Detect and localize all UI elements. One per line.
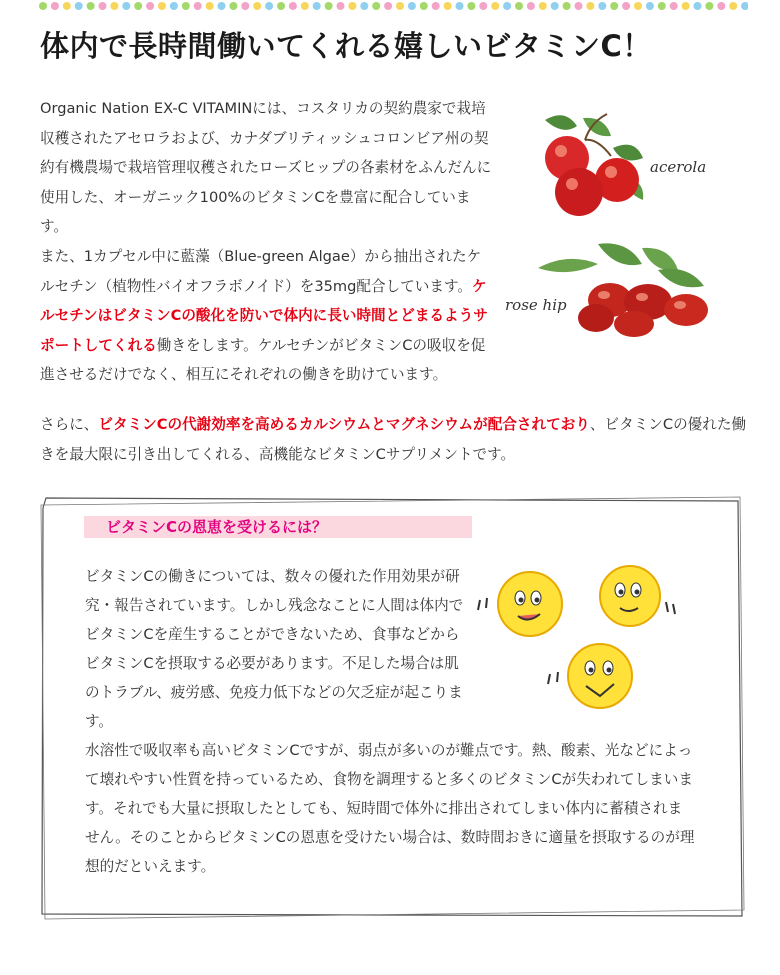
page-title: 体内で長時間働いてくれる嬉しいビタミンC！	[40, 29, 652, 63]
decorative-dot	[51, 2, 59, 10]
decorative-dot	[551, 2, 559, 10]
decorative-dot	[348, 2, 356, 10]
rosehip-illustration	[538, 240, 720, 340]
benefit-paragraph-2	[85, 736, 695, 881]
decorative-dot	[622, 2, 630, 10]
decorative-dot	[75, 2, 83, 10]
acerola-illustration	[525, 108, 655, 220]
decorative-dot	[218, 2, 226, 10]
decorative-dot	[39, 2, 47, 10]
smiley-bottom-icon	[548, 644, 632, 708]
smiley-characters-illustration	[470, 562, 690, 712]
decorative-dot	[313, 2, 321, 10]
intro-p3-tail: 、ビタミンCの優れた働きを最大限に引き出してくれる、高機能なビタミンCサプリメントです。	[40, 416, 747, 463]
decorative-dot	[396, 2, 404, 10]
decorative-dot	[265, 2, 273, 10]
decorative-dot	[122, 2, 130, 10]
decorative-dot	[301, 2, 309, 10]
benefit-paragraph-1	[85, 562, 465, 736]
decorative-dot	[253, 2, 261, 10]
smiley-left-icon	[478, 572, 562, 636]
decorative-dot	[360, 2, 368, 10]
decorative-dot	[575, 2, 583, 10]
intro-paragraph-3	[40, 410, 750, 469]
decorative-dot	[337, 2, 345, 10]
decorative-dot	[194, 2, 202, 10]
decorative-dot	[325, 2, 333, 10]
decorative-dot	[527, 2, 535, 10]
decorative-dot	[444, 2, 452, 10]
decorative-dot	[491, 2, 499, 10]
smiley-right-icon	[600, 566, 675, 626]
decorative-dot	[420, 2, 428, 10]
decorative-dot	[670, 2, 678, 10]
decorative-dot	[206, 2, 214, 10]
decorative-dot	[586, 2, 594, 10]
decorative-dot	[110, 2, 118, 10]
intro-p3-lead: さらに、	[40, 416, 99, 433]
decorative-dot	[372, 2, 380, 10]
mineral-highlight: ビタミンCの代謝効率を高めるカルシウムとマグネシウムが配合されており	[98, 416, 590, 433]
decorative-dot	[277, 2, 285, 10]
decorative-dot	[563, 2, 571, 10]
decorative-dot	[146, 2, 154, 10]
decorative-dot	[705, 2, 713, 10]
decorative-dot	[408, 2, 416, 10]
decorative-dot	[694, 2, 702, 10]
benefit-p2-text: 水溶性で吸収率も高いビタミンCですが、弱点が多いのが難点です。熱、酸素、光などによって壊れやすい性質を持っているため、食物を調理すると多くのビタミンCが失われてしまいます。それでも大量に摂取したとしても、短時間で体外に排出されてしまい体内に蓄積されません。そのことからビタミンCの恩恵を受けたい場合は、数時間おきに適量を摂取するのが理想的だといえます。	[85, 742, 695, 875]
decorative-dot	[87, 2, 95, 10]
decorative-dot	[384, 2, 392, 10]
decorative-dot	[515, 2, 523, 10]
decorative-dot	[158, 2, 166, 10]
decorative-dot-border	[38, 0, 748, 12]
benefit-heading: ビタミンCの恩恵を受けるには？	[84, 516, 472, 538]
decorative-dot	[539, 2, 547, 10]
decorative-dot	[229, 2, 237, 10]
intro-p2-text: また、1カプセル中に藍藻（Blue-green Algae）から抽出されたケルセチン（植物性バイオフラボノイド）を35mg配合しています。	[40, 247, 482, 295]
decorative-dot	[741, 2, 748, 10]
decorative-dot	[432, 2, 440, 10]
decorative-dot	[170, 2, 178, 10]
decorative-dot	[456, 2, 464, 10]
decorative-dot	[598, 2, 606, 10]
decorative-dot	[717, 2, 725, 10]
decorative-dot	[63, 2, 71, 10]
intro-paragraph-2	[40, 242, 495, 390]
acerola-label: acerola	[650, 158, 707, 176]
intro-p2-tail: 働きをします。ケルセチンがビタミンCの吸収を促進させるだけでなく、相互にそれぞれの働きを助けています。	[40, 336, 486, 384]
decorative-dot	[729, 2, 737, 10]
decorative-dot	[682, 2, 690, 10]
decorative-dot	[634, 2, 642, 10]
decorative-dot	[289, 2, 297, 10]
decorative-dot	[658, 2, 666, 10]
decorative-dot	[503, 2, 511, 10]
decorative-dot	[610, 2, 618, 10]
intro-text	[40, 94, 495, 390]
decorative-dot	[467, 2, 475, 10]
decorative-dot	[479, 2, 487, 10]
rosehip-label: rose hip	[505, 296, 567, 314]
decorative-dot	[646, 2, 654, 10]
decorative-dot	[182, 2, 190, 10]
intro-paragraph-1: Organic Nation EX-C VITAMINには、コスタリカの契約農家で栽培収穫されたアセロラおよび、カナダブリティッシュコロンビア州の契約有機農場で栽培管理収穫されたローズヒップの各素材をふんだんに使用した、オーガニック100%のビタミンCを豊富に配合しています。	[40, 100, 492, 236]
quercetin-highlight: ケルセチンはビタミンCの酸化を防いで体内に長い時間とどまるようサポートしてくれる	[40, 277, 488, 354]
decorative-dot	[241, 2, 249, 10]
benefit-p1-text: ビタミンCの働きについては、数々の優れた作用効果が研究・報告されています。しかし残念なことに人間は体内でビタミンCを産生することができないため、食事などからビタミンCを摂取する必要があります。不足した場合は肌のトラブル、疲労感、免疫力低下などの欠乏症が起こります。	[85, 568, 464, 730]
decorative-dot	[134, 2, 142, 10]
decorative-dot	[99, 2, 107, 10]
